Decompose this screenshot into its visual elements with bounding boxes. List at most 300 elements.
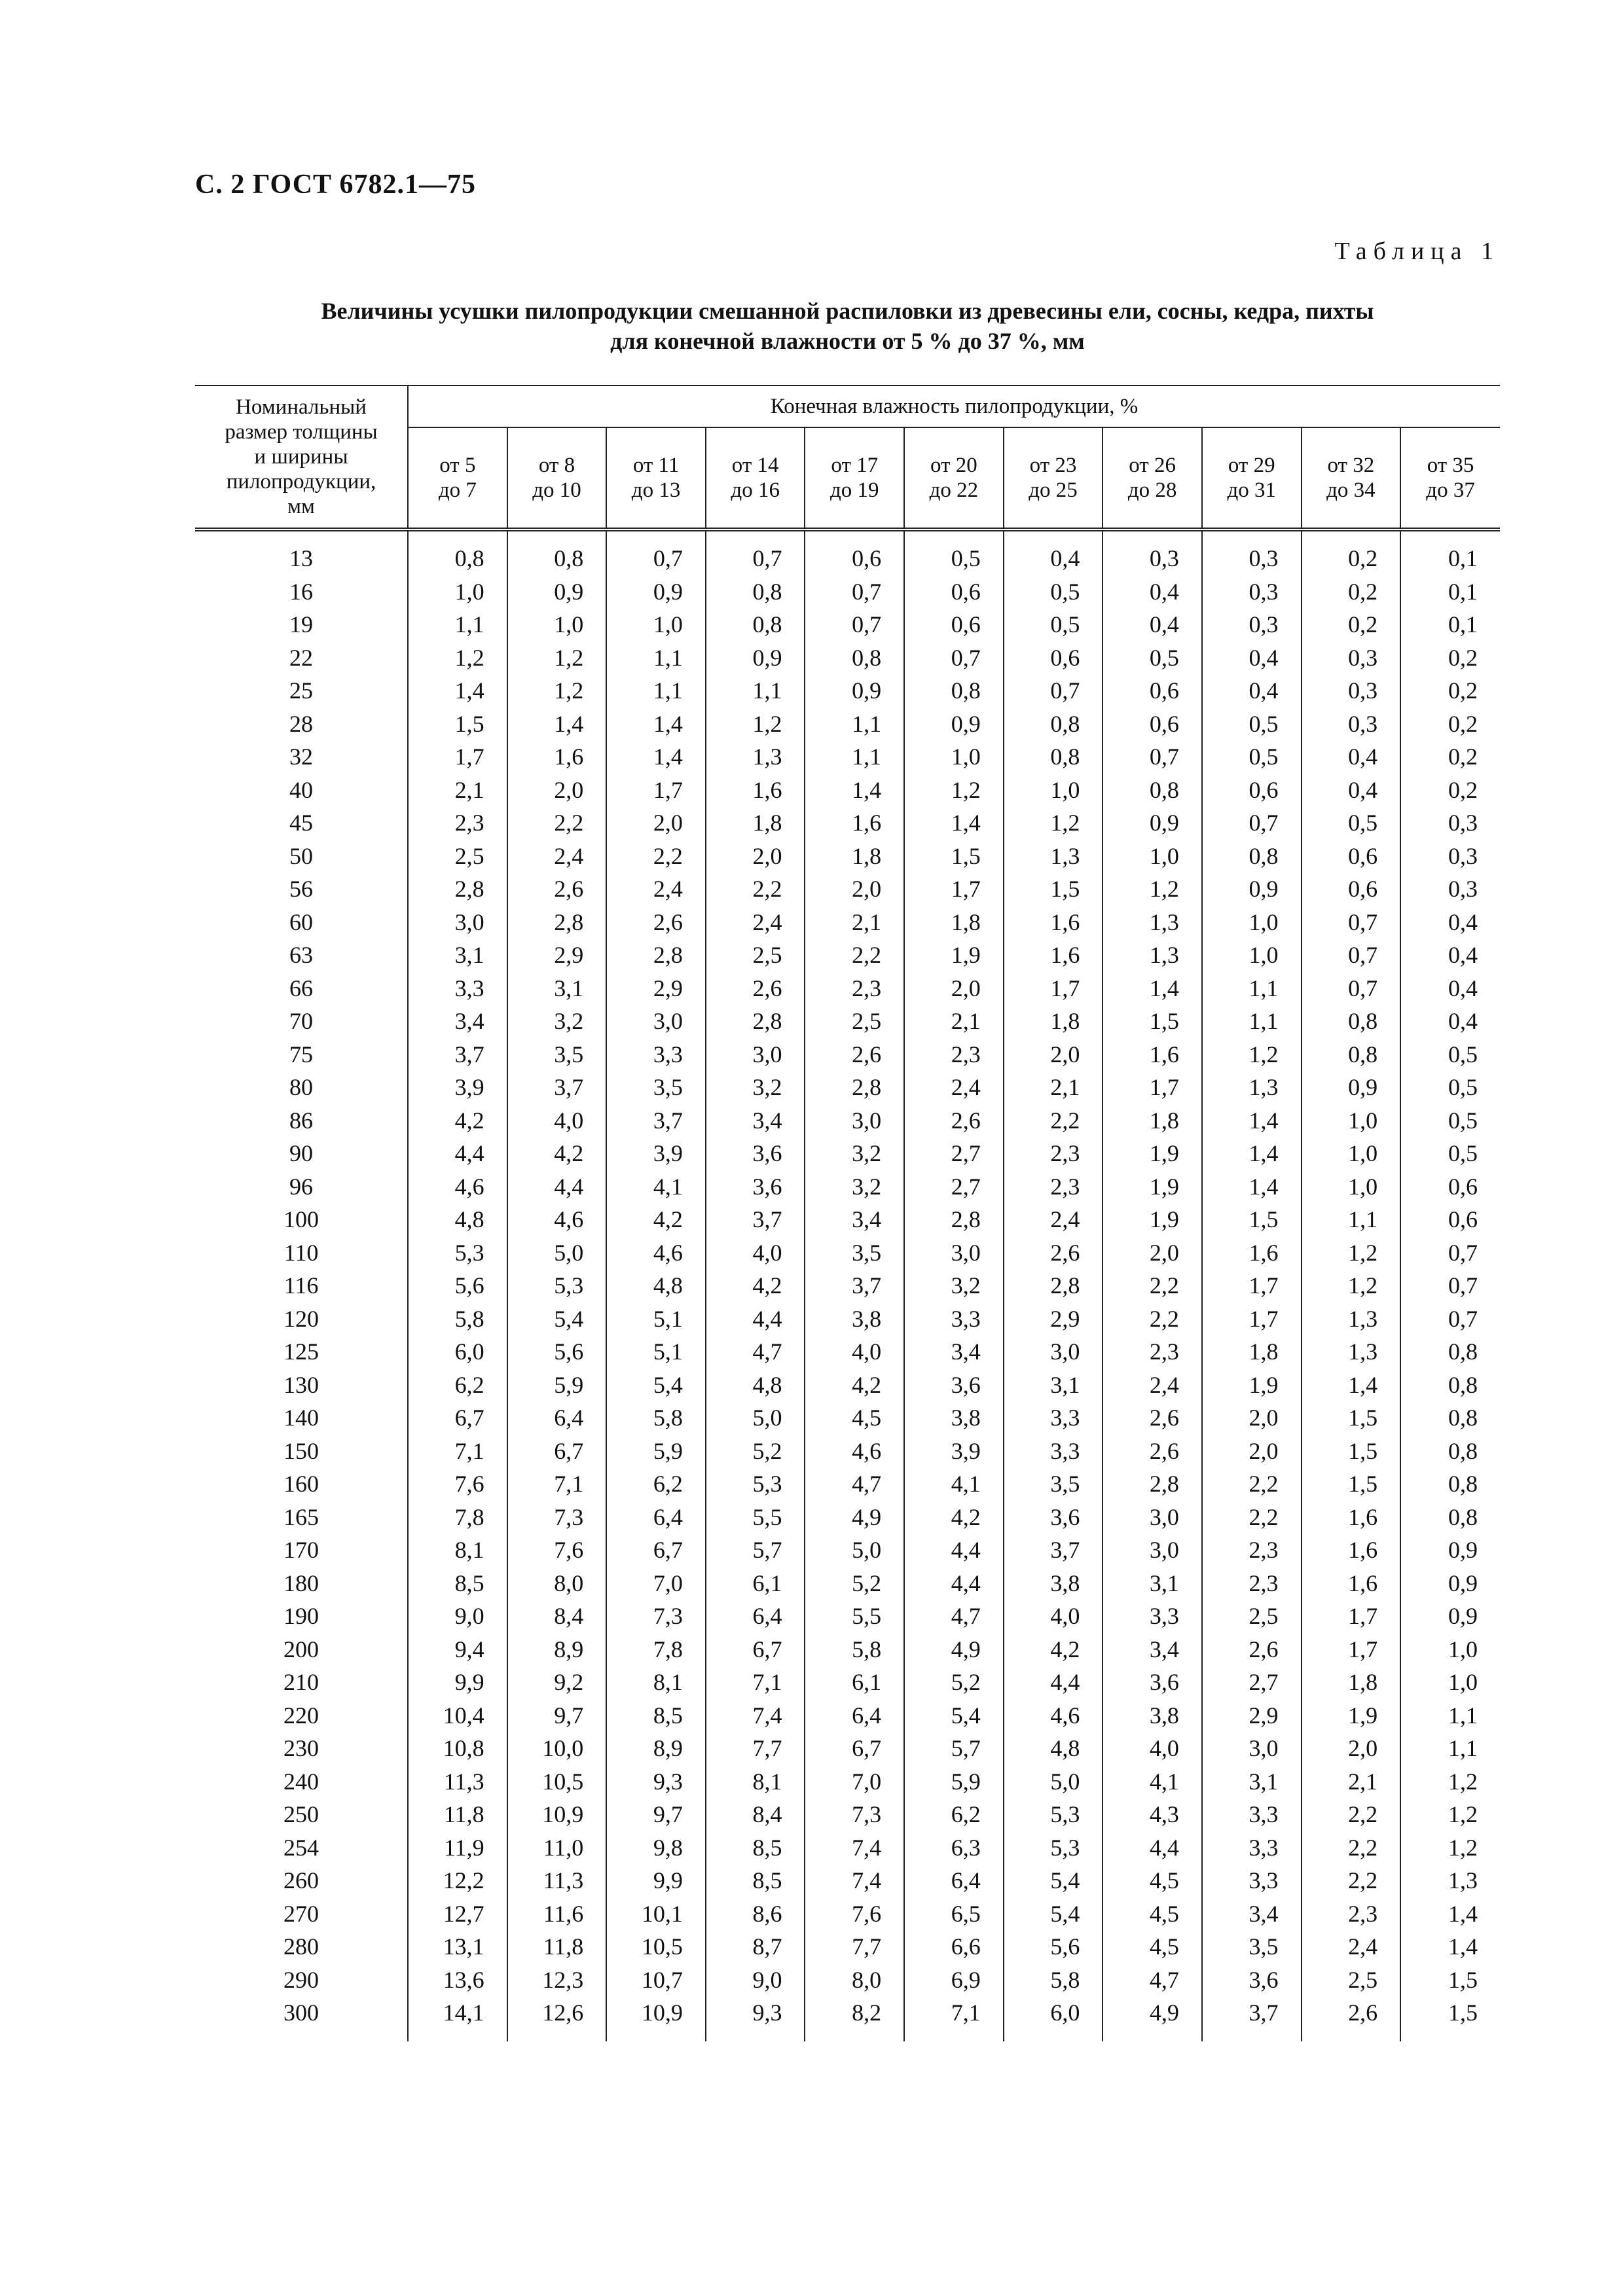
table-row xyxy=(195,906,1500,939)
moisture-range-line: до 34 xyxy=(1326,478,1376,502)
shrinkage-value-cell: 2,3 xyxy=(1202,1567,1302,1600)
shrinkage-value-cell: 1,6 xyxy=(507,740,607,774)
shrinkage-value-cell: 1,1 xyxy=(606,641,706,675)
shrinkage-value-cell: 7,7 xyxy=(706,1732,805,1765)
shrinkage-value-cell: 1,1 xyxy=(606,674,706,708)
shrinkage-value-cell: 6,7 xyxy=(706,1633,805,1666)
table-row xyxy=(195,1930,1500,1964)
shrinkage-value-cell: 4,6 xyxy=(805,1435,904,1468)
nominal-size-cell: 110 xyxy=(283,1239,319,1266)
nominal-size-cell: 50 xyxy=(289,842,314,869)
shrinkage-value-cell: 0,7 xyxy=(805,608,904,641)
shrinkage-value-cell: 3,3 xyxy=(1004,1401,1103,1435)
shrinkage-value-cell: 8,6 xyxy=(706,1897,805,1931)
shrinkage-value-cell: 1,8 xyxy=(805,840,904,873)
shrinkage-value-cell: 4,2 xyxy=(1004,1633,1103,1666)
shrinkage-value-cell: 2,3 xyxy=(1302,1897,1401,1931)
shrinkage-value-cell: 5,1 xyxy=(606,1302,706,1336)
shrinkage-value-cell: 0,4 xyxy=(1103,608,1202,641)
nominal-size-cell: 100 xyxy=(283,1206,319,1232)
shrinkage-value-cell: 0,4 xyxy=(1202,674,1302,708)
shrinkage-value-cell: 5,4 xyxy=(606,1369,706,1402)
shrinkage-value-cell: 4,6 xyxy=(408,1170,507,1204)
table-row xyxy=(195,1897,1500,1931)
shrinkage-value-cell: 4,4 xyxy=(904,1567,1004,1600)
shrinkage-value-cell: 3,8 xyxy=(1004,1567,1103,1600)
shrinkage-value-cell: 1,1 xyxy=(805,708,904,741)
shrinkage-value-cell: 7,3 xyxy=(606,1600,706,1633)
shrinkage-value-cell: 8,4 xyxy=(706,1798,805,1831)
shrinkage-value-cell: 4,6 xyxy=(507,1203,607,1236)
moisture-range-line: до 19 xyxy=(830,478,879,502)
nominal-size-cell: 254 xyxy=(283,1834,319,1861)
shrinkage-value-cell: 10,4 xyxy=(408,1699,507,1732)
moisture-range-line: от 14 xyxy=(731,454,779,477)
shrinkage-value-cell: 0,9 xyxy=(1103,806,1202,840)
shrinkage-value-cell: 4,4 xyxy=(904,1534,1004,1567)
shrinkage-value-cell: 2,3 xyxy=(408,806,507,840)
shrinkage-value-cell: 2,1 xyxy=(408,774,507,807)
shrinkage-value-cell: 1,1 xyxy=(1302,1203,1401,1236)
shrinkage-value-cell: 0,7 xyxy=(606,529,706,575)
table-row xyxy=(195,1203,1500,1236)
table-row xyxy=(195,972,1500,1005)
shrinkage-value-cell: 5,3 xyxy=(408,1236,507,1270)
shrinkage-value-cell: 1,2 xyxy=(1400,1798,1500,1831)
shrinkage-value-cell: 2,0 xyxy=(1103,1236,1202,1270)
shrinkage-value-cell: 2,4 xyxy=(1302,1930,1401,1964)
shrinkage-value-cell: 0,6 xyxy=(904,608,1004,641)
shrinkage-value-cell: 0,9 xyxy=(1400,1567,1500,1600)
shrinkage-value-cell: 1,5 xyxy=(1103,1005,1202,1038)
shrinkage-value-cell: 4,5 xyxy=(1103,1864,1202,1897)
shrinkage-value-cell: 0,9 xyxy=(507,575,607,609)
shrinkage-value-cell: 2,6 xyxy=(606,906,706,939)
shrinkage-value-cell: 0,9 xyxy=(805,674,904,708)
shrinkage-value-cell: 0,6 xyxy=(1302,840,1401,873)
shrinkage-value-cell: 4,2 xyxy=(805,1369,904,1402)
shrinkage-value-cell: 3,6 xyxy=(1202,1964,1302,1997)
shrinkage-value-cell: 3,8 xyxy=(1103,1699,1202,1732)
shrinkage-value-cell: 6,2 xyxy=(408,1369,507,1402)
nominal-size-cell: 80 xyxy=(289,1074,314,1100)
shrinkage-value-cell: 3,4 xyxy=(805,1203,904,1236)
nominal-size-cell: 250 xyxy=(283,1801,319,1827)
shrinkage-value-cell: 0,8 xyxy=(1400,1335,1500,1369)
shrinkage-value-cell: 0,3 xyxy=(1302,674,1401,708)
shrinkage-value-cell: 3,7 xyxy=(408,1038,507,1071)
shrinkage-value-cell: 7,4 xyxy=(805,1831,904,1865)
shrinkage-value-cell: 3,6 xyxy=(706,1137,805,1170)
shrinkage-value-cell: 4,0 xyxy=(1103,1732,1202,1765)
moisture-range-header xyxy=(1202,427,1302,529)
shrinkage-value-cell: 1,5 xyxy=(1202,1203,1302,1236)
moisture-range-line: от 29 xyxy=(1228,454,1275,477)
shrinkage-value-cell: 7,1 xyxy=(706,1666,805,1699)
shrinkage-value-cell: 3,5 xyxy=(606,1071,706,1104)
shrinkage-value-cell: 2,0 xyxy=(706,840,805,873)
shrinkage-value-cell: 0,4 xyxy=(1400,1005,1500,1038)
shrinkage-value-cell: 7,8 xyxy=(408,1501,507,1534)
shrinkage-value-cell: 3,2 xyxy=(904,1269,1004,1302)
shrinkage-value-cell: 6,4 xyxy=(805,1699,904,1732)
shrinkage-value-cell: 3,4 xyxy=(706,1104,805,1138)
shrinkage-value-cell: 3,7 xyxy=(606,1104,706,1138)
shrinkage-value-cell: 4,8 xyxy=(408,1203,507,1236)
shrinkage-value-cell: 11,3 xyxy=(507,1864,607,1897)
shrinkage-value-cell: 11,8 xyxy=(408,1798,507,1831)
shrinkage-value-cell: 7,3 xyxy=(805,1798,904,1831)
shrinkage-value-cell: 2,2 xyxy=(805,939,904,972)
shrinkage-value-cell: 2,4 xyxy=(1004,1203,1103,1236)
shrinkage-value-cell: 1,7 xyxy=(408,740,507,774)
shrinkage-value-cell: 1,5 xyxy=(1302,1435,1401,1468)
table-row xyxy=(195,1467,1500,1501)
shrinkage-value-cell: 0,5 xyxy=(1103,641,1202,675)
shrinkage-value-cell: 1,7 xyxy=(1202,1269,1302,1302)
shrinkage-value-cell: 0,2 xyxy=(1400,641,1500,675)
shrinkage-value-cell: 0,8 xyxy=(1302,1038,1401,1071)
shrinkage-value-cell: 11,6 xyxy=(507,1897,607,1931)
shrinkage-value-cell: 10,7 xyxy=(606,1964,706,1997)
shrinkage-value-cell: 8,7 xyxy=(706,1930,805,1964)
shrinkage-value-cell: 5,4 xyxy=(1004,1897,1103,1931)
shrinkage-value-cell: 2,2 xyxy=(507,806,607,840)
shrinkage-value-cell: 9,8 xyxy=(606,1831,706,1865)
shrinkage-value-cell: 0,6 xyxy=(1004,641,1103,675)
shrinkage-value-cell: 1,1 xyxy=(1202,1005,1302,1038)
shrinkage-value-cell: 4,6 xyxy=(606,1236,706,1270)
shrinkage-value-cell: 6,5 xyxy=(904,1897,1004,1931)
shrinkage-value-cell: 8,5 xyxy=(706,1831,805,1865)
shrinkage-value-cell: 2,2 xyxy=(1302,1798,1401,1831)
moisture-range-line: до 16 xyxy=(731,478,780,502)
shrinkage-value-cell: 3,3 xyxy=(606,1038,706,1071)
shrinkage-value-cell: 4,4 xyxy=(1103,1831,1202,1865)
shrinkage-value-cell: 3,1 xyxy=(1004,1369,1103,1402)
shrinkage-value-cell: 1,4 xyxy=(1400,1897,1500,1931)
shrinkage-value-cell: 2,5 xyxy=(805,1005,904,1038)
shrinkage-value-cell: 1,6 xyxy=(1202,1236,1302,1270)
shrinkage-value-cell: 2,0 xyxy=(1202,1435,1302,1468)
shrinkage-value-cell: 10,5 xyxy=(507,1765,607,1799)
shrinkage-value-cell: 0,8 xyxy=(1302,1005,1401,1038)
shrinkage-value-cell: 2,4 xyxy=(1103,1369,1202,1402)
shrinkage-value-cell: 0,5 xyxy=(1400,1137,1500,1170)
shrinkage-value-cell: 5,4 xyxy=(507,1302,607,1336)
shrinkage-value-cell: 8,2 xyxy=(805,1996,904,2041)
shrinkage-value-cell: 5,7 xyxy=(706,1534,805,1567)
shrinkage-value-cell: 0,5 xyxy=(904,529,1004,575)
shrinkage-value-cell: 2,8 xyxy=(1103,1467,1202,1501)
shrinkage-value-cell: 3,6 xyxy=(904,1369,1004,1402)
shrinkage-value-cell: 1,1 xyxy=(706,674,805,708)
shrinkage-value-cell: 2,8 xyxy=(805,1071,904,1104)
shrinkage-value-cell: 1,2 xyxy=(1302,1236,1401,1270)
shrinkage-value-cell: 12,7 xyxy=(408,1897,507,1931)
shrinkage-value-cell: 4,4 xyxy=(1004,1666,1103,1699)
shrinkage-value-cell: 0,8 xyxy=(805,641,904,675)
shrinkage-value-cell: 0,3 xyxy=(1103,529,1202,575)
nominal-size-cell: 13 xyxy=(195,529,408,575)
nominal-size-header-line: размер толщины xyxy=(225,420,378,444)
moisture-range-line: от 35 xyxy=(1427,454,1474,477)
shrinkage-value-cell: 4,0 xyxy=(706,1236,805,1270)
shrinkage-value-cell: 3,5 xyxy=(1202,1930,1302,1964)
shrinkage-value-cell: 3,6 xyxy=(706,1170,805,1204)
shrinkage-value-cell: 2,5 xyxy=(706,939,805,972)
shrinkage-value-cell: 4,4 xyxy=(408,1137,507,1170)
shrinkage-value-cell: 1,0 xyxy=(408,575,507,609)
shrinkage-value-cell: 2,3 xyxy=(1004,1170,1103,1204)
shrinkage-value-cell: 4,8 xyxy=(1004,1732,1103,1765)
shrinkage-value-cell: 7,6 xyxy=(805,1897,904,1931)
shrinkage-value-cell: 1,0 xyxy=(1400,1633,1500,1666)
shrinkage-value-cell: 4,5 xyxy=(1103,1930,1202,1964)
shrinkage-value-cell: 2,8 xyxy=(904,1203,1004,1236)
moisture-range-line: от 8 xyxy=(538,454,575,477)
shrinkage-value-cell: 1,5 xyxy=(1302,1467,1401,1501)
shrinkage-value-cell: 5,6 xyxy=(1004,1930,1103,1964)
shrinkage-value-cell: 0,2 xyxy=(1400,774,1500,807)
shrinkage-value-cell: 2,7 xyxy=(1202,1666,1302,1699)
shrinkage-value-cell: 5,3 xyxy=(507,1269,607,1302)
shrinkage-value-cell: 1,2 xyxy=(1400,1831,1500,1865)
shrinkage-value-cell: 0,4 xyxy=(1400,906,1500,939)
moisture-range-line: до 31 xyxy=(1227,478,1276,502)
shrinkage-value-cell: 1,4 xyxy=(1400,1930,1500,1964)
shrinkage-value-cell: 2,8 xyxy=(706,1005,805,1038)
shrinkage-value-cell: 4,6 xyxy=(1004,1699,1103,1732)
shrinkage-value-cell: 0,7 xyxy=(1302,972,1401,1005)
shrinkage-value-cell: 12,6 xyxy=(507,1996,607,2041)
shrinkage-value-cell: 8,9 xyxy=(507,1633,607,1666)
shrinkage-value-cell: 4,9 xyxy=(805,1501,904,1534)
nominal-size-cell: 300 xyxy=(283,2000,319,2026)
shrinkage-value-cell: 1,1 xyxy=(1202,972,1302,1005)
shrinkage-value-cell: 2,0 xyxy=(606,806,706,840)
shrinkage-value-cell: 2,4 xyxy=(507,840,607,873)
moisture-range-header xyxy=(408,427,507,529)
shrinkage-value-cell: 2,6 xyxy=(1103,1401,1202,1435)
shrinkage-value-cell: 6,1 xyxy=(805,1666,904,1699)
shrinkage-value-cell: 0,8 xyxy=(1400,1435,1500,1468)
shrinkage-value-cell: 1,3 xyxy=(1103,939,1202,972)
nominal-size-cell: 170 xyxy=(283,1537,319,1563)
shrinkage-value-cell: 1,2 xyxy=(1202,1038,1302,1071)
shrinkage-value-cell: 6,7 xyxy=(805,1732,904,1765)
shrinkage-value-cell: 11,8 xyxy=(507,1930,607,1964)
shrinkage-value-cell: 0,3 xyxy=(1400,872,1500,906)
shrinkage-value-cell: 6,4 xyxy=(507,1401,607,1435)
shrinkage-value-cell: 7,7 xyxy=(805,1930,904,1964)
shrinkage-value-cell: 1,4 xyxy=(904,806,1004,840)
shrinkage-value-cell: 0,5 xyxy=(1400,1038,1500,1071)
shrinkage-value-cell: 3,1 xyxy=(408,939,507,972)
shrinkage-value-cell: 0,6 xyxy=(904,575,1004,609)
shrinkage-value-cell: 13,6 xyxy=(408,1964,507,1997)
shrinkage-value-cell: 2,0 xyxy=(1202,1401,1302,1435)
shrinkage-value-cell: 1,4 xyxy=(805,774,904,807)
shrinkage-value-cell: 1,6 xyxy=(1302,1567,1401,1600)
moisture-range-line: от 11 xyxy=(632,454,680,477)
shrinkage-table xyxy=(195,385,1500,2041)
shrinkage-value-cell: 10,9 xyxy=(507,1798,607,1831)
shrinkage-value-cell: 4,9 xyxy=(1103,1996,1202,2041)
nominal-size-cell: 86 xyxy=(289,1107,314,1134)
table-row xyxy=(195,1864,1500,1897)
shrinkage-value-cell: 2,6 xyxy=(1004,1236,1103,1270)
shrinkage-value-cell: 3,3 xyxy=(1103,1600,1202,1633)
shrinkage-value-cell: 0,6 xyxy=(1400,1170,1500,1204)
shrinkage-value-cell: 9,0 xyxy=(706,1964,805,1997)
shrinkage-value-cell: 0,1 xyxy=(1400,529,1500,575)
shrinkage-value-cell: 3,7 xyxy=(1202,1996,1302,2041)
table-row xyxy=(195,1699,1500,1732)
shrinkage-value-cell: 3,4 xyxy=(1103,1633,1202,1666)
shrinkage-value-cell: 5,1 xyxy=(606,1335,706,1369)
shrinkage-value-cell: 1,9 xyxy=(1302,1699,1401,1732)
shrinkage-value-cell: 2,6 xyxy=(507,872,607,906)
shrinkage-value-cell: 0,6 xyxy=(1400,1203,1500,1236)
shrinkage-value-cell: 5,0 xyxy=(507,1236,607,1270)
shrinkage-value-cell: 0,3 xyxy=(1202,608,1302,641)
shrinkage-value-cell: 3,1 xyxy=(1103,1567,1202,1600)
shrinkage-value-cell: 1,0 xyxy=(1400,1666,1500,1699)
table-row xyxy=(195,1798,1500,1831)
shrinkage-value-cell: 5,4 xyxy=(1004,1864,1103,1897)
shrinkage-value-cell: 4,7 xyxy=(1103,1964,1202,1997)
shrinkage-value-cell: 11,0 xyxy=(507,1831,607,1865)
shrinkage-value-cell: 3,2 xyxy=(805,1170,904,1204)
shrinkage-value-cell: 9,9 xyxy=(606,1864,706,1897)
nominal-size-cell: 75 xyxy=(289,1041,314,1067)
shrinkage-value-cell: 7,4 xyxy=(805,1864,904,1897)
shrinkage-value-cell: 1,7 xyxy=(1302,1600,1401,1633)
table-row xyxy=(195,1501,1500,1534)
shrinkage-value-cell: 8,1 xyxy=(408,1534,507,1567)
table-row xyxy=(195,740,1500,774)
shrinkage-value-cell: 2,4 xyxy=(904,1071,1004,1104)
shrinkage-value-cell: 1,0 xyxy=(904,740,1004,774)
shrinkage-value-cell: 3,3 xyxy=(1202,1798,1302,1831)
shrinkage-value-cell: 8,9 xyxy=(606,1732,706,1765)
table-row xyxy=(195,1236,1500,1270)
shrinkage-value-cell: 7,3 xyxy=(507,1501,607,1534)
shrinkage-value-cell: 0,4 xyxy=(1302,774,1401,807)
shrinkage-value-cell: 4,2 xyxy=(507,1137,607,1170)
moisture-range-header xyxy=(706,427,805,529)
table-row xyxy=(195,840,1500,873)
shrinkage-value-cell: 2,3 xyxy=(805,972,904,1005)
shrinkage-value-cell: 1,5 xyxy=(904,840,1004,873)
shrinkage-value-cell: 0,7 xyxy=(805,575,904,609)
shrinkage-value-cell: 2,1 xyxy=(1302,1765,1401,1799)
shrinkage-value-cell: 1,3 xyxy=(1302,1335,1401,1369)
shrinkage-value-cell: 0,8 xyxy=(1400,1501,1500,1534)
moisture-group-header: Конечная влажность пилопродукции, % xyxy=(408,386,1500,427)
shrinkage-value-cell: 4,2 xyxy=(706,1269,805,1302)
nominal-size-cell: 25 xyxy=(289,677,314,704)
shrinkage-value-cell: 0,8 xyxy=(507,529,607,575)
shrinkage-value-cell: 2,2 xyxy=(606,840,706,873)
shrinkage-value-cell: 4,9 xyxy=(904,1633,1004,1666)
shrinkage-value-cell: 4,0 xyxy=(1004,1600,1103,1633)
nominal-size-cell: 45 xyxy=(289,810,314,836)
shrinkage-value-cell: 0,7 xyxy=(1004,674,1103,708)
nominal-size-cell: 16 xyxy=(289,578,314,605)
shrinkage-value-cell: 1,0 xyxy=(1103,840,1202,873)
moisture-range-line: до 25 xyxy=(1029,478,1078,502)
shrinkage-value-cell: 0,8 xyxy=(1400,1467,1500,1501)
shrinkage-value-cell: 1,7 xyxy=(1302,1633,1401,1666)
shrinkage-value-cell: 7,0 xyxy=(606,1567,706,1600)
moisture-range-line: от 5 xyxy=(439,454,476,477)
shrinkage-value-cell: 0,5 xyxy=(1302,806,1401,840)
shrinkage-value-cell: 2,3 xyxy=(1004,1137,1103,1170)
shrinkage-value-cell: 5,6 xyxy=(408,1269,507,1302)
shrinkage-value-cell: 1,1 xyxy=(1400,1699,1500,1732)
shrinkage-value-cell: 13,1 xyxy=(408,1930,507,1964)
moisture-range-header xyxy=(1004,427,1103,529)
shrinkage-value-cell: 12,3 xyxy=(507,1964,607,1997)
nominal-size-header xyxy=(195,386,408,529)
moisture-range-line: до 28 xyxy=(1127,478,1177,502)
shrinkage-value-cell: 1,2 xyxy=(1103,872,1202,906)
table-row xyxy=(195,708,1500,741)
shrinkage-value-cell: 4,2 xyxy=(408,1104,507,1138)
shrinkage-value-cell: 1,7 xyxy=(606,774,706,807)
shrinkage-value-cell: 4,4 xyxy=(706,1302,805,1336)
shrinkage-value-cell: 1,0 xyxy=(1202,939,1302,972)
shrinkage-value-cell: 5,2 xyxy=(706,1435,805,1468)
nominal-size-cell: 220 xyxy=(283,1702,319,1729)
nominal-size-cell: 22 xyxy=(289,644,314,671)
nominal-size-header-line: и ширины xyxy=(254,445,348,469)
shrinkage-value-cell: 7,6 xyxy=(408,1467,507,1501)
shrinkage-value-cell: 6,2 xyxy=(606,1467,706,1501)
shrinkage-value-cell: 11,3 xyxy=(408,1765,507,1799)
shrinkage-value-cell: 1,0 xyxy=(1004,774,1103,807)
shrinkage-value-cell: 5,9 xyxy=(904,1765,1004,1799)
shrinkage-value-cell: 3,5 xyxy=(1004,1467,1103,1501)
shrinkage-value-cell: 1,4 xyxy=(1103,972,1202,1005)
shrinkage-value-cell: 2,7 xyxy=(904,1170,1004,1204)
shrinkage-value-cell: 1,5 xyxy=(1302,1401,1401,1435)
shrinkage-value-cell: 3,2 xyxy=(805,1137,904,1170)
shrinkage-value-cell: 2,1 xyxy=(904,1005,1004,1038)
shrinkage-value-cell: 1,7 xyxy=(1004,972,1103,1005)
shrinkage-value-cell: 0,7 xyxy=(1302,906,1401,939)
shrinkage-value-cell: 0,2 xyxy=(1302,529,1401,575)
shrinkage-value-cell: 2,3 xyxy=(1103,1335,1202,1369)
shrinkage-value-cell: 0,5 xyxy=(1202,708,1302,741)
nominal-size-cell: 125 xyxy=(283,1338,319,1365)
nominal-size-cell: 180 xyxy=(283,1570,319,1596)
shrinkage-value-cell: 1,6 xyxy=(1302,1501,1401,1534)
shrinkage-value-cell: 0,7 xyxy=(1302,939,1401,972)
table-row xyxy=(195,1137,1500,1170)
shrinkage-value-cell: 6,7 xyxy=(408,1401,507,1435)
shrinkage-value-cell: 0,5 xyxy=(1202,740,1302,774)
moisture-range-header xyxy=(1400,427,1500,529)
shrinkage-value-cell: 1,7 xyxy=(1202,1302,1302,1336)
shrinkage-value-cell: 0,7 xyxy=(1202,806,1302,840)
table-row xyxy=(195,1170,1500,1204)
table-row xyxy=(195,1534,1500,1567)
shrinkage-value-cell: 3,0 xyxy=(606,1005,706,1038)
shrinkage-value-cell: 0,9 xyxy=(706,641,805,675)
